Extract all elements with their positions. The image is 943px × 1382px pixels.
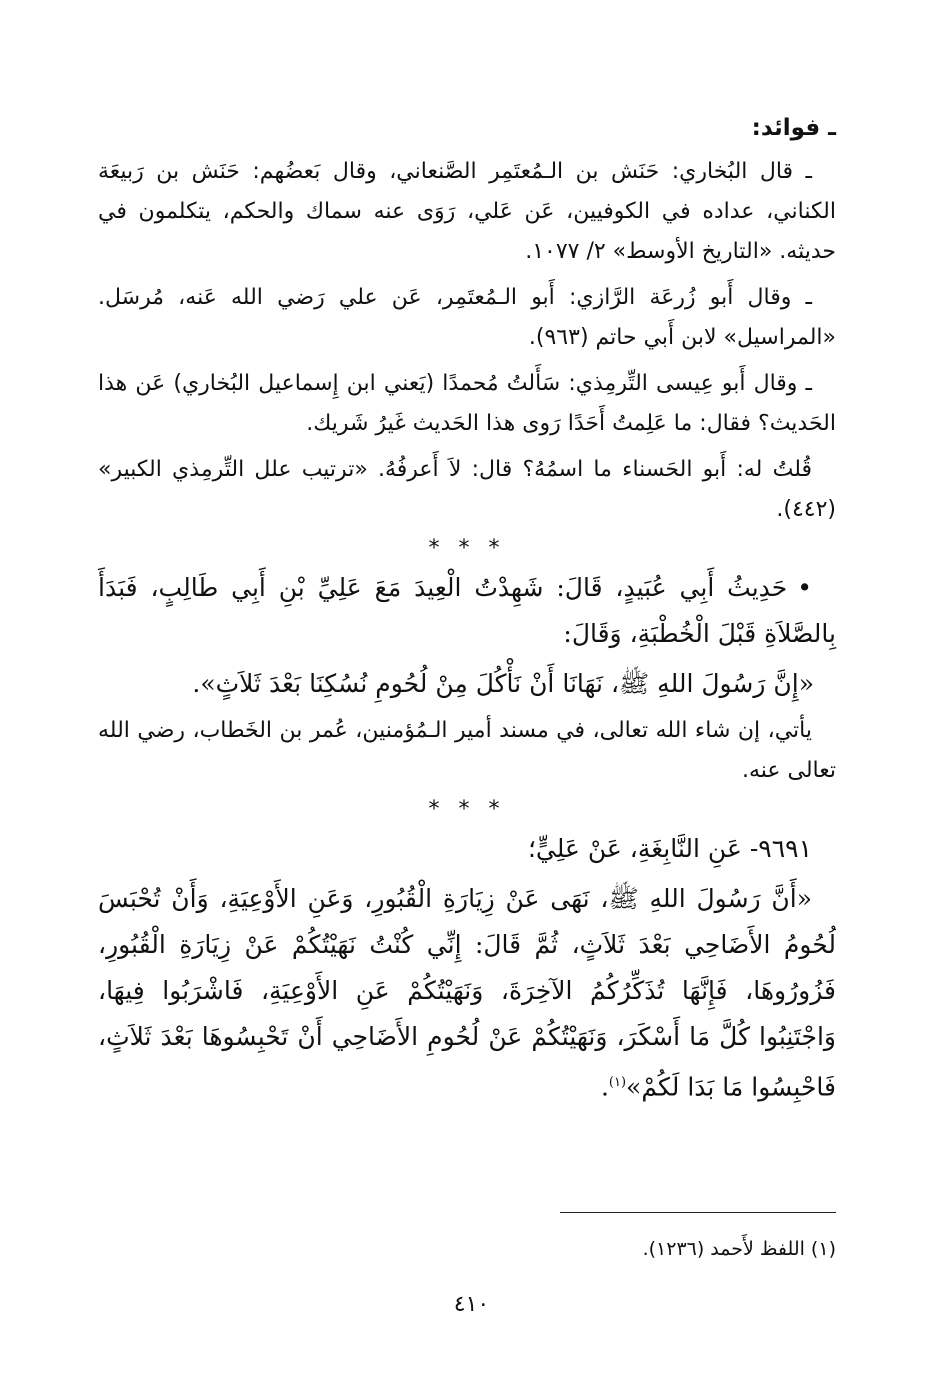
- tirmidhi-followup-paragraph: قُلتُ له: أَبو الحَسناء ما اسمُهُ؟ قال: لاَ أَعرفُهُ. «ترتيب علل التِّرمِذي الكبير» (٤٤٢).: [98, 457, 836, 522]
- hadith-abu-ubaid: [98, 565, 836, 657]
- footnote-reference[interactable]: (١): [608, 1075, 627, 1090]
- cross-reference-note: يأتي، إن شاء الله تعالى، في مسند أمير الـمُؤمنين، عُمر بن الخَطاب، رضي الله تعالى عنه.: [98, 718, 836, 783]
- hadith-abu-ubaid-quote: «إِنَّ رَسُولَ اللهِ ﷺ، نَهَانَا أَنْ نَأْكُلَ مِنْ لُحُومِ نُسُكِنَا بَعْدَ ثَلاَثٍ».: [192, 669, 814, 698]
- bullet-icon: •: [797, 573, 812, 602]
- hadith-9691-intro: ٩٦٩١- عَنِ النَّابِغَةِ، عَنْ عَلِيٍّ؛: [527, 834, 812, 863]
- hadith-9691-body: «أَنَّ رَسُولَ اللهِ ﷺ، نَهَى عَنْ زِيَارَةِ الْقُبُورِ، وَعَنِ الأَوْعِيَةِ، وَأَنْ تُحْبَسَ لُحُومُ الأَضَاحِي بَعْدَ ثَلاَثٍ، ثُمَّ قَالَ: إِنِّي كُنْتُ نَهَيْتُكُمْ عَنْ زِيَارَةِ الْقُبُورِ، فَزُورُوهَا، فَإِنَّهَا تُذَكِّرُكُمُ الآخِرَةَ، وَنَهَيْتُكُمْ عَنِ الأَوْعِيَةِ، فَاشْرَبُوا فِيهَا، وَاجْتَنِبُوا كُلَّ مَا أَسْكَرَ، وَنَهَيْتُكُمْ عَنْ لُحُومِ الأَضَاحِي أَنْ تَحْبِسُوهَا بَعْدَ ثَلاَثٍ، فَاحْبِسُوا مَا بَدَا لَكُمْ»: [98, 884, 836, 1102]
- section-separator: * * *: [428, 797, 506, 822]
- hadith-9691-text: «أَنَّ رَسُولَ اللهِ ﷺ، نَهَى عَنْ زِيَارَةِ الْقُبُورِ، وَعَنِ الأَوْعِيَةِ، وَأَنْ تُحْبَسَ لُحُومُ الأَضَاحِي بَعْدَ ثَلاَثٍ، ثُمَّ قَالَ: إِنِّي كُنْتُ نَهَيْتُكُمْ عَنْ زِيَارَةِ الْقُبُورِ، فَزُورُوهَا، فَإِنَّهَا تُذَكِّرُكُمُ الآخِرَةَ، وَنَهَيْتُكُمْ عَنِ الأَوْعِيَةِ، فَاشْرَبُوا فِيهَا، وَاجْتَنِبُوا كُلَّ مَا أَسْكَرَ، وَنَهَيْتُكُمْ عَنْ لُحُومِ الأَضَاحِي أَنْ تَحْبِسُوهَا بَعْدَ ثَلاَثٍ، فَاحْبِسُوا مَا بَدَا لَكُمْ»$^{(١)}$.: [98, 884, 836, 1102]
- tirmidhi-paragraph: ـ وقال أَبو عِيسى التِّرمِذي: سَأَلتُ مُحمدًا (يَعني ابن إِسماعيل البُخاري) عَن هذا الحَديث؟ فقال: ما عَلِمتُ أَحَدًا رَوى هذا الحَديث غَيرُ شَريك.: [98, 371, 836, 436]
- abu-zurah-paragraph: ـ وقال أَبو زُرعَة الرَّازي: أَبو الـمُعتَمِر، عَن علي رَضي الله عَنه، مُرسَل. «المراسيل» لابن أَبي حاتم (٩٦٣).: [98, 285, 836, 350]
- page-body: [98, 110, 836, 1114]
- benefits-heading: ـ فوائد:: [751, 115, 836, 141]
- footnote-divider: [560, 1212, 836, 1213]
- footnote: (١) اللفظ لأَحمد (١٢٣٦).: [642, 1238, 836, 1260]
- section-separator: * * *: [428, 536, 506, 561]
- page-number: ٤١٠: [453, 1292, 490, 1317]
- bukhari-paragraph: ـ قال البُخاري: حَنَش بن الـمُعتَمِر الصَّنعاني، وقال بَعضُهم: حَنَش بن رَبيعَة الكناني، عداده في الكوفيين، عَن عَلي، رَوَى عنه سماك والحكم، يتكلمون في حديثه. «التاريخ الأوسط» ٢/ ١٠٧٧.: [98, 159, 836, 264]
- hadith-abu-ubaid-intro: حَدِيثُ أَبِي عُبَيدٍ، قَالَ: شَهِدْتُ الْعِيدَ مَعَ عَلِيِّ بْنِ أَبِي طَالِبٍ، فَبَدَأَ بِالصَّلاَةِ قَبْلَ الْخُطْبَةِ، وَقَالَ:: [98, 573, 836, 648]
